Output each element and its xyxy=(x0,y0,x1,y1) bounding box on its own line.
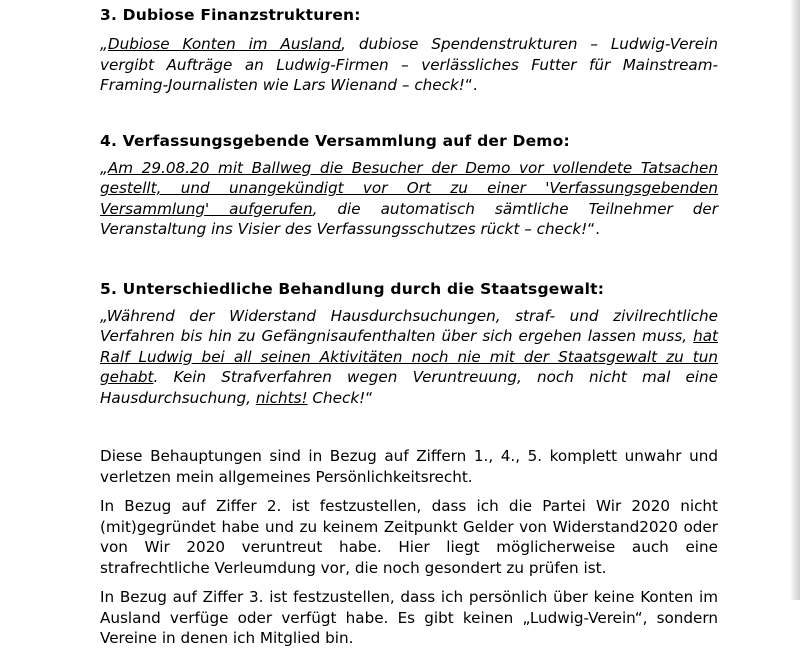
paragraph-2: In Bezug auf Ziffer 2. ist festzustellen, dass ich die Partei Wir 2020 nicht (mit)gegründet habe und zu keinem Zeitpunkt Gelder von Widerstand2020 oder von Wir 2020 veruntreut habe. Hier liegt möglicherweise auch eine strafrechtliche Verleumdung vor, die noch gesondert zu prüfen ist. xyxy=(100,497,718,577)
section-3-heading: 3. Dubiose Finanzstrukturen: xyxy=(100,6,361,24)
quote-text: Check! xyxy=(307,388,366,407)
paragraph-1: Diese Behauptungen sind in Bezug auf Ziffern 1., 4., 5. komplett unwahr und verletzen mein allgemeines Persönlichkeitsrecht. xyxy=(100,447,718,486)
quote-close-mark: “. xyxy=(587,220,600,238)
quote-text: . Kein Strafverfahren wegen Veruntreuung, noch nicht mal eine Hausdurchsuchung, xyxy=(100,368,718,407)
quote-text: , dubiose Spendenstrukturen – Ludwig-Verein vergibt Aufträge an Ludwig-Firmen – verlässliches Futter für Mainstream-Framing-Journalisten wie Lars Wienand – check! xyxy=(100,35,718,94)
quote-text: , die automatisch sämtliche Teilnehmer der Veranstaltung ins Visier des Verfassungsschutzes rückt – check! xyxy=(100,199,718,238)
underlined-phrase: hat Ralf Ludwig bei all seinen Aktivitäten noch nie mit der Staatsgewalt zu tun gehabt xyxy=(100,327,718,386)
underlined-phrase: Am 29.08.20 mit Ballweg die Besucher der Demo vor vollendete Tatsachen gestellt, und unangekündigt vor Ort zu einer 'Verfassungsgebenden Versammlung' aufgerufen xyxy=(100,158,718,218)
paragraph-3: In Bezug auf Ziffer 3. ist festzustellen, dass ich persönlich über keine Konten im Ausland verfüge oder verfügt habe. Es gibt keinen „Ludwig-Verein“, sondern Vereine in denen ich Mitglied bin. xyxy=(100,588,718,647)
section-4-quote xyxy=(100,158,718,240)
page-edge-shadow xyxy=(790,0,800,600)
section-3-quote xyxy=(100,34,718,96)
quote-open-mark: „ xyxy=(100,35,108,53)
section-5-quote xyxy=(100,306,718,409)
section-5-heading: 5. Unterschiedliche Behandlung durch die Staatsgewalt: xyxy=(100,279,605,298)
quote-close-mark: “. xyxy=(464,76,478,94)
quote-close-mark: “ xyxy=(365,388,374,407)
quote-open-mark: „ xyxy=(100,306,107,325)
section-4-heading: 4. Verfassungsgebende Versammlung auf der Demo: xyxy=(100,131,570,150)
document-content xyxy=(100,0,718,649)
underlined-phrase: nichts! xyxy=(255,388,308,407)
underlined-phrase: Dubiose Konten im Ausland xyxy=(107,35,342,53)
quote-open-mark: „ xyxy=(100,158,108,177)
quote-text: Während der Widerstand Hausdurchsuchungen, straf- und zivilrechtliche Verfahren bis hin zu Gefängnisaufenthalten über sich ergehen lassen muss, xyxy=(100,306,718,345)
